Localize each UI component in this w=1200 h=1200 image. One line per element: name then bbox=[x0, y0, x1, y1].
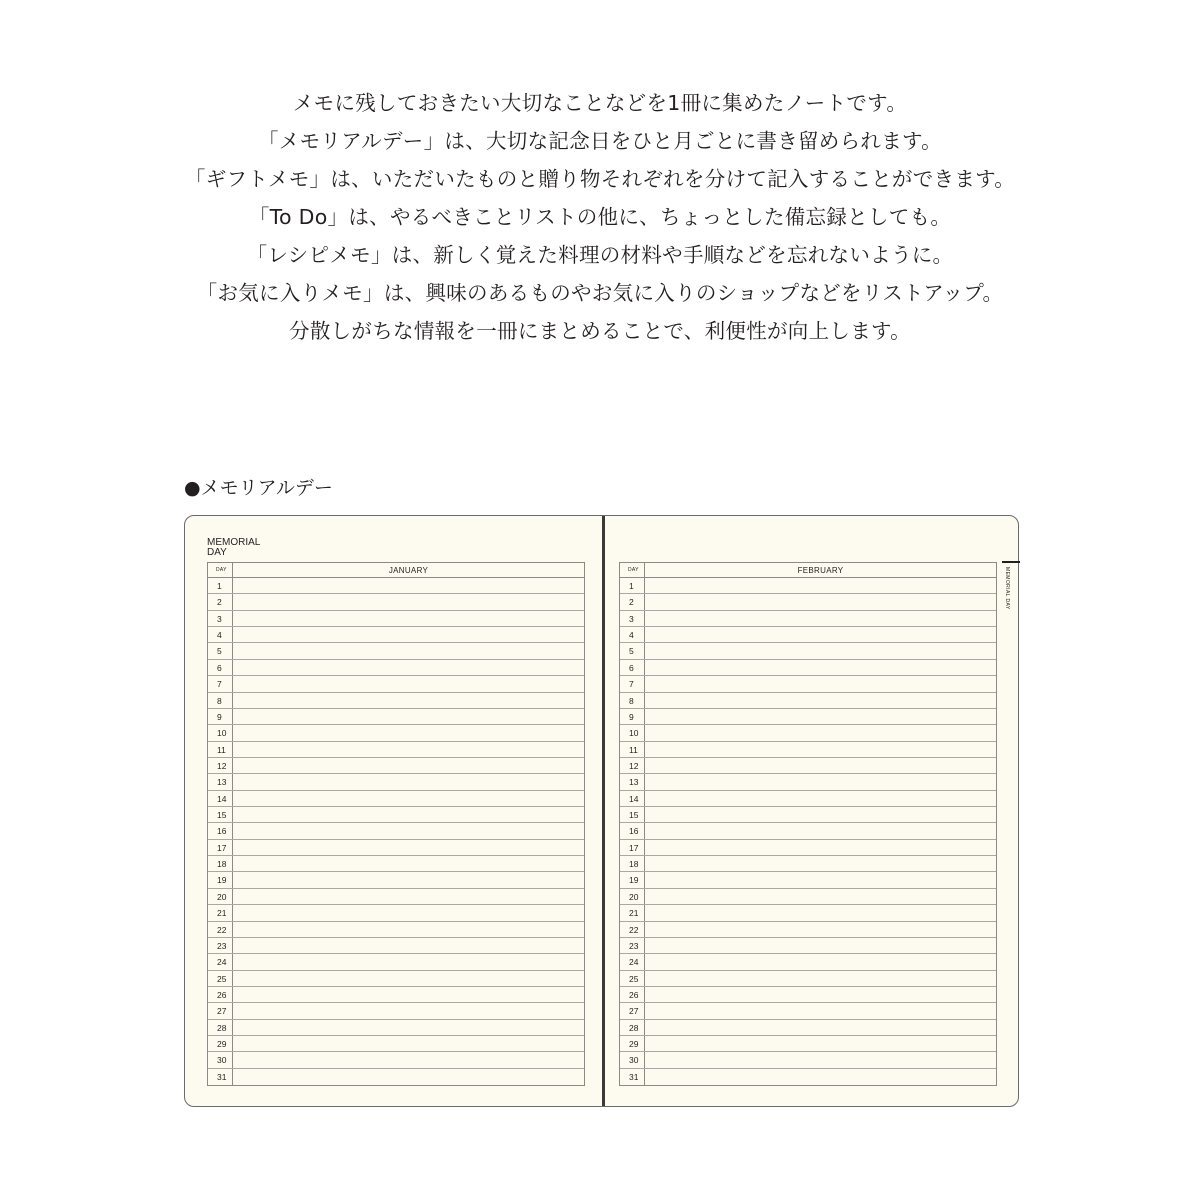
january-table bbox=[207, 562, 585, 1086]
table-row bbox=[208, 660, 584, 676]
intro-line: 「ギフトメモ」は、いただいたものと贈り物それぞれを分けて記入することができます。 bbox=[184, 167, 1016, 191]
index-tab-label: MEMORIAL DAY bbox=[1004, 567, 1010, 610]
day-header: DAY bbox=[620, 563, 645, 577]
table-row bbox=[620, 856, 996, 872]
entry-cell bbox=[233, 643, 584, 658]
entry-cell bbox=[233, 742, 584, 757]
entry-cell bbox=[645, 660, 996, 675]
entry-cell bbox=[645, 791, 996, 806]
day-number: 21 bbox=[620, 905, 645, 920]
day-number: 31 bbox=[620, 1069, 645, 1085]
entry-cell bbox=[233, 611, 584, 626]
day-number: 11 bbox=[208, 742, 233, 757]
entry-cell bbox=[233, 971, 584, 986]
intro-line: 「To Do」は、やるべきことリストの他に、ちょっとした備忘録としても。 bbox=[248, 205, 952, 229]
day-number: 1 bbox=[620, 578, 645, 593]
entry-cell bbox=[645, 693, 996, 708]
table-row bbox=[208, 889, 584, 905]
day-number: 27 bbox=[620, 1003, 645, 1018]
day-number: 25 bbox=[208, 971, 233, 986]
entry-cell bbox=[645, 1020, 996, 1035]
table-row bbox=[208, 954, 584, 970]
table-row bbox=[620, 660, 996, 676]
day-number: 26 bbox=[208, 987, 233, 1002]
entry-cell bbox=[233, 791, 584, 806]
intro-line: 「メモリアルデー」は、大切な記念日をひと月ごとに書き留められます。 bbox=[258, 129, 942, 153]
day-number: 28 bbox=[208, 1020, 233, 1035]
table-row bbox=[208, 676, 584, 692]
entry-cell bbox=[233, 905, 584, 920]
table-row bbox=[208, 578, 584, 594]
intro-line: 分散しがちな情報を一冊にまとめることで、利便性が向上します。 bbox=[289, 319, 911, 343]
table-row bbox=[620, 840, 996, 856]
table-row bbox=[208, 987, 584, 1003]
table-row bbox=[208, 1020, 584, 1036]
day-number: 17 bbox=[208, 840, 233, 855]
table-row bbox=[208, 1069, 584, 1085]
day-number: 25 bbox=[620, 971, 645, 986]
intro-text bbox=[0, 84, 1200, 350]
table-row bbox=[208, 758, 584, 774]
day-number: 8 bbox=[208, 693, 233, 708]
entry-cell bbox=[233, 1052, 584, 1067]
table-row bbox=[208, 774, 584, 790]
table-row bbox=[208, 742, 584, 758]
intro-line: 「レシピメモ」は、新しく覚えた料理の材料や手順などを忘れないように。 bbox=[246, 243, 954, 267]
table-row bbox=[620, 1020, 996, 1036]
entry-cell bbox=[233, 987, 584, 1002]
day-number: 14 bbox=[620, 791, 645, 806]
table-row bbox=[208, 693, 584, 709]
table-row bbox=[208, 807, 584, 823]
day-header: DAY bbox=[208, 563, 233, 577]
table-row bbox=[620, 725, 996, 741]
entry-cell bbox=[645, 807, 996, 822]
day-number: 14 bbox=[208, 791, 233, 806]
entry-cell bbox=[233, 594, 584, 609]
table-row bbox=[208, 856, 584, 872]
day-number: 5 bbox=[208, 643, 233, 658]
index-tab-line bbox=[1002, 561, 1020, 563]
table-row bbox=[620, 971, 996, 987]
table-row bbox=[208, 611, 584, 627]
day-number: 18 bbox=[208, 856, 233, 871]
entry-cell bbox=[645, 1069, 996, 1085]
day-number: 30 bbox=[208, 1052, 233, 1067]
entry-cell bbox=[233, 1069, 584, 1085]
table-row bbox=[620, 758, 996, 774]
day-number: 9 bbox=[620, 709, 645, 724]
notebook-spine bbox=[602, 516, 605, 1106]
day-number: 19 bbox=[208, 872, 233, 887]
day-number: 27 bbox=[208, 1003, 233, 1018]
day-number: 11 bbox=[620, 742, 645, 757]
entry-cell bbox=[645, 742, 996, 757]
day-number: 24 bbox=[208, 954, 233, 969]
day-number: 15 bbox=[620, 807, 645, 822]
day-number: 10 bbox=[620, 725, 645, 740]
table-row bbox=[208, 905, 584, 921]
table-row bbox=[620, 872, 996, 888]
entry-cell bbox=[233, 872, 584, 887]
table-row bbox=[208, 1052, 584, 1068]
day-number: 4 bbox=[620, 627, 645, 642]
day-number: 21 bbox=[208, 905, 233, 920]
day-number: 5 bbox=[620, 643, 645, 658]
entry-cell bbox=[645, 594, 996, 609]
entry-cell bbox=[645, 1036, 996, 1051]
table-row bbox=[620, 1052, 996, 1068]
day-number: 24 bbox=[620, 954, 645, 969]
month-header-january: JANUARY bbox=[388, 566, 429, 575]
day-number: 31 bbox=[208, 1069, 233, 1085]
day-number: 13 bbox=[208, 774, 233, 789]
entry-cell bbox=[233, 856, 584, 871]
entry-cell bbox=[233, 1036, 584, 1051]
day-number: 16 bbox=[208, 823, 233, 838]
entry-cell bbox=[645, 856, 996, 871]
intro-line: メモに残しておきたい大切なことなどを1冊に集めたノートです。 bbox=[292, 91, 908, 115]
table-row bbox=[620, 1003, 996, 1019]
table-row bbox=[208, 938, 584, 954]
day-number: 20 bbox=[208, 889, 233, 904]
entry-cell bbox=[645, 1003, 996, 1018]
entry-cell bbox=[645, 611, 996, 626]
entry-cell bbox=[645, 840, 996, 855]
table-row bbox=[208, 709, 584, 725]
page-label: MEMORIAL DAY bbox=[207, 537, 261, 558]
entry-cell bbox=[233, 840, 584, 855]
table-row bbox=[620, 742, 996, 758]
day-number: 1 bbox=[208, 578, 233, 593]
table-row bbox=[620, 594, 996, 610]
day-number: 4 bbox=[208, 627, 233, 642]
day-number: 29 bbox=[208, 1036, 233, 1051]
table-row bbox=[620, 643, 996, 659]
day-number: 19 bbox=[620, 872, 645, 887]
entry-cell bbox=[233, 693, 584, 708]
day-number: 3 bbox=[620, 611, 645, 626]
table-row bbox=[620, 627, 996, 643]
entry-cell bbox=[645, 823, 996, 838]
day-number: 15 bbox=[208, 807, 233, 822]
table-row bbox=[620, 889, 996, 905]
day-number: 28 bbox=[620, 1020, 645, 1035]
entry-cell bbox=[645, 971, 996, 986]
table-row bbox=[208, 872, 584, 888]
day-number: 6 bbox=[208, 660, 233, 675]
table-row bbox=[208, 643, 584, 659]
entry-cell bbox=[645, 774, 996, 789]
table-row bbox=[620, 1036, 996, 1052]
entry-cell bbox=[645, 709, 996, 724]
table-row bbox=[620, 693, 996, 709]
day-number: 12 bbox=[208, 758, 233, 773]
table-row bbox=[620, 676, 996, 692]
entry-cell bbox=[233, 725, 584, 740]
table-row bbox=[620, 1069, 996, 1085]
entry-cell bbox=[233, 807, 584, 822]
day-number: 18 bbox=[620, 856, 645, 871]
table-row bbox=[620, 922, 996, 938]
day-number: 10 bbox=[208, 725, 233, 740]
day-number: 22 bbox=[208, 922, 233, 937]
table-header-row bbox=[208, 563, 584, 578]
day-number: 20 bbox=[620, 889, 645, 904]
entry-cell bbox=[233, 676, 584, 691]
entry-cell bbox=[233, 660, 584, 675]
day-number: 26 bbox=[620, 987, 645, 1002]
february-table bbox=[619, 562, 997, 1086]
entry-cell bbox=[645, 922, 996, 937]
table-row bbox=[208, 1003, 584, 1019]
entry-cell bbox=[233, 954, 584, 969]
day-number: 16 bbox=[620, 823, 645, 838]
table-row bbox=[620, 987, 996, 1003]
entry-cell bbox=[645, 643, 996, 658]
table-row bbox=[208, 971, 584, 987]
day-number: 29 bbox=[620, 1036, 645, 1051]
entry-cell bbox=[233, 709, 584, 724]
day-number: 3 bbox=[208, 611, 233, 626]
table-row bbox=[208, 840, 584, 856]
notebook-spread bbox=[184, 515, 1019, 1107]
table-row bbox=[620, 709, 996, 725]
table-row bbox=[208, 725, 584, 741]
day-number: 23 bbox=[620, 938, 645, 953]
table-row bbox=[208, 922, 584, 938]
entry-cell bbox=[645, 889, 996, 904]
entry-cell bbox=[645, 1052, 996, 1067]
day-number: 13 bbox=[620, 774, 645, 789]
day-number: 2 bbox=[208, 594, 233, 609]
table-row bbox=[208, 594, 584, 610]
day-number: 9 bbox=[208, 709, 233, 724]
intro-line: 「お気に入りメモ」は、興味のあるものやお気に入りのショップなどをリストアップ。 bbox=[196, 281, 1004, 305]
table-row bbox=[620, 611, 996, 627]
day-number: 17 bbox=[620, 840, 645, 855]
table-row bbox=[620, 823, 996, 839]
day-number: 6 bbox=[620, 660, 645, 675]
entry-cell bbox=[645, 725, 996, 740]
table-row bbox=[208, 1036, 584, 1052]
entry-cell bbox=[233, 774, 584, 789]
section-title: ●メモリアルデー bbox=[184, 477, 333, 499]
entry-cell bbox=[645, 905, 996, 920]
month-header-february: FEBRUARY bbox=[797, 566, 844, 575]
entry-cell bbox=[645, 987, 996, 1002]
table-row bbox=[208, 791, 584, 807]
day-number: 7 bbox=[620, 676, 645, 691]
day-number: 2 bbox=[620, 594, 645, 609]
day-number: 8 bbox=[620, 693, 645, 708]
entry-cell bbox=[645, 872, 996, 887]
table-row bbox=[620, 954, 996, 970]
table-row bbox=[620, 791, 996, 807]
entry-cell bbox=[645, 938, 996, 953]
day-number: 23 bbox=[208, 938, 233, 953]
table-row bbox=[620, 905, 996, 921]
entry-cell bbox=[233, 1003, 584, 1018]
entry-cell bbox=[233, 922, 584, 937]
day-number: 30 bbox=[620, 1052, 645, 1067]
day-number: 7 bbox=[208, 676, 233, 691]
entry-cell bbox=[233, 578, 584, 593]
table-header-row bbox=[620, 563, 996, 578]
table-row bbox=[208, 823, 584, 839]
entry-cell bbox=[233, 823, 584, 838]
entry-cell bbox=[645, 676, 996, 691]
day-number: 22 bbox=[620, 922, 645, 937]
entry-cell bbox=[645, 954, 996, 969]
entry-cell bbox=[233, 627, 584, 642]
entry-cell bbox=[645, 627, 996, 642]
table-row bbox=[620, 938, 996, 954]
entry-cell bbox=[233, 1020, 584, 1035]
entry-cell bbox=[233, 938, 584, 953]
entry-cell bbox=[645, 758, 996, 773]
day-number: 12 bbox=[620, 758, 645, 773]
table-row bbox=[208, 627, 584, 643]
table-row bbox=[620, 578, 996, 594]
table-row bbox=[620, 774, 996, 790]
entry-cell bbox=[233, 758, 584, 773]
entry-cell bbox=[645, 578, 996, 593]
table-row bbox=[620, 807, 996, 823]
entry-cell bbox=[233, 889, 584, 904]
